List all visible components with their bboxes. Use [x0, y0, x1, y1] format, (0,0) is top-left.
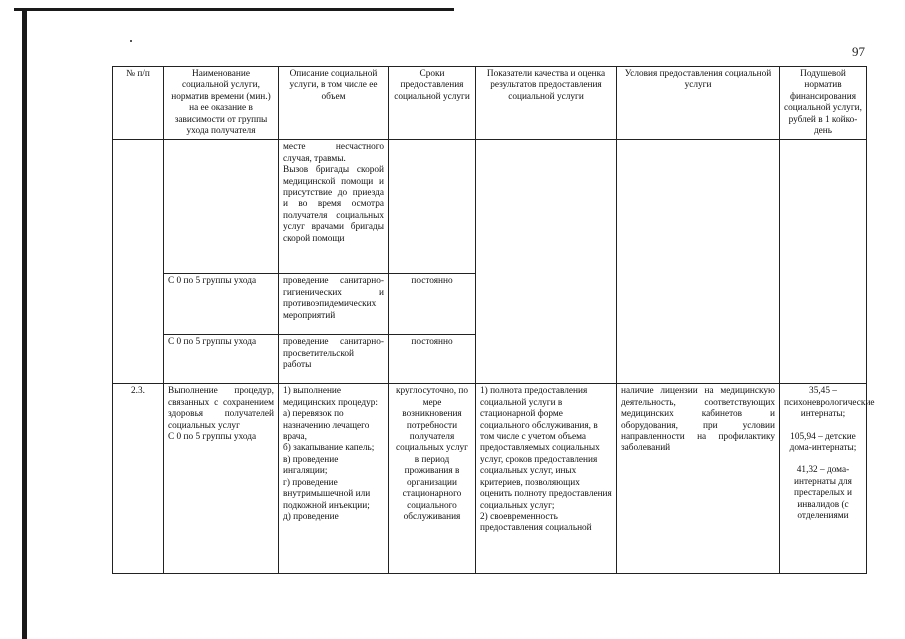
- cell-description: проведение санитарно-гигиенических и противоэпидемических мероприятий: [279, 274, 389, 335]
- cell-term: круглосуточно, по мере возникновения потребности получателя социальных услуг в период проживания в организации стационарного социального обслуживания: [389, 384, 476, 574]
- cell-funding-empty: [780, 140, 867, 384]
- cell-conditions-empty: [617, 140, 780, 384]
- header-conditions: Условия предоставления социальной услуги: [617, 67, 780, 140]
- funding-psycho: 35,45 – психоневрологические интернаты;: [784, 386, 875, 420]
- cell-quality-empty: [476, 140, 617, 384]
- cell-group: С 0 по 5 группы ухода: [164, 335, 279, 384]
- header-terms: Сроки предоставления социальной услуги: [389, 67, 476, 140]
- cell-funding: [780, 384, 875, 574]
- funding-children: 105,94 – детские дома-интернаты;: [789, 431, 857, 454]
- header-description: Описание социальной услуги, в том числе ее объем: [279, 67, 389, 140]
- cell-service-name: Выполнение процедур, связанных с сохранением здоровья получателей социальных услуг С 0 по 5 группы ухода: [164, 384, 279, 574]
- header-number: № п/п: [113, 67, 164, 140]
- table-header-row: [113, 67, 867, 140]
- cell-term: постоянно: [389, 335, 476, 384]
- header-quality: Показатели качества и оценка результатов предоставления социальной услуги: [476, 67, 617, 140]
- header-funding: Подушевой норматив финансирования социальной услуги, рублей в 1 койко-день: [780, 67, 867, 140]
- cell-name-empty: [164, 140, 279, 274]
- cell-item-number: 2.3.: [113, 384, 164, 574]
- funding-elderly: 41,32 – дома-интернаты для престарелых и инвалидов (с отделениями: [793, 465, 853, 522]
- services-table: [112, 66, 875, 574]
- cell-conditions: наличие лицензии на медицинскую деятельность, соответствующих медицинских кабинетов и оборудования, при условии направленности на профилактику заболеваний: [617, 384, 780, 574]
- cell-term-empty: [389, 140, 476, 274]
- page-bottom-cut: [0, 582, 905, 639]
- cell-group: С 0 по 5 группы ухода: [164, 274, 279, 335]
- table-row: [113, 384, 867, 574]
- cell-term: постоянно: [389, 274, 476, 335]
- cell-description-continued: месте несчастного случая, травмы. Вызов бригады скорой медицинской помощи и присутствие до приезда и во время осмотра получателя социальных услуг врачами бригады скорой помощи: [279, 140, 389, 274]
- scan-speck: [130, 40, 132, 42]
- cell-quality: 1) полнота предоставления социальной услуги в стационарной форме социального обслуживания, в том числе с учетом объема предоставляемых социальных услуг, сроков предоставления социальных услуг, иных критериев, позволяющих оценить полноту предоставления социальных услуг; 2) своевременность предоставления социальной: [476, 384, 617, 574]
- scan-border-top: [14, 8, 454, 11]
- header-service-name: Наименование социальной услуги, норматив времени (мин.) на ее оказание в зависимости от группы ухода получателя: [164, 67, 279, 140]
- cell-description: проведение санитарно-просветительской работы: [279, 335, 389, 384]
- table-row: [113, 140, 867, 274]
- page-number: 97: [852, 44, 865, 59]
- cell-description: 1) выполнение медицинских процедур: а) перевязок по назначению лечащего врача, б) закапывание капель; в) проведение ингаляции; г) проведение внутримышечной или подкожной инъекции; д) проведение: [279, 384, 389, 574]
- scan-border-left-front: [22, 8, 27, 639]
- cell-number-empty: [113, 140, 164, 384]
